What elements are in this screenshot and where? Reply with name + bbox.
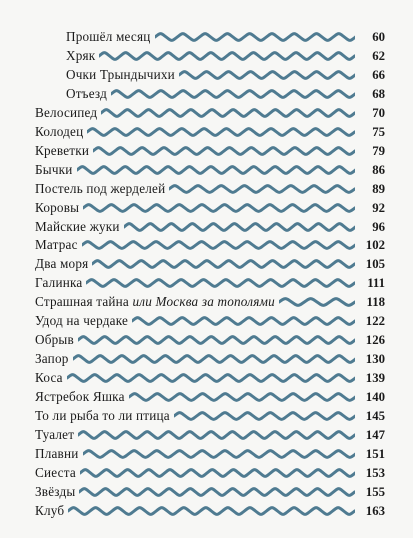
- wave-leader: [87, 126, 355, 138]
- toc-entry: [35, 180, 355, 198]
- toc-entry-page: 153: [365, 465, 385, 480]
- toc-entry: [35, 161, 355, 179]
- wave-leader-line: [124, 223, 355, 230]
- toc-entry-title: То ли рыба то ли птица: [35, 408, 170, 423]
- wave-leader-line: [87, 128, 355, 135]
- toc-entry-page: 102: [365, 238, 385, 253]
- toc-entry-page: 96: [372, 219, 385, 234]
- wave-leader-line: [169, 185, 355, 192]
- toc-entry-title: Плавни: [35, 445, 79, 461]
- wave-leader-line: [83, 451, 356, 458]
- wave-leader-line: [93, 147, 355, 154]
- wave-leader-line: [279, 299, 355, 306]
- toc-entry: [35, 123, 355, 141]
- wave-leader-line: [78, 432, 355, 439]
- toc-entry-title: Майские жуки: [35, 218, 120, 234]
- toc-entry-page: 126: [365, 333, 385, 348]
- toc-entry-title: Запор: [35, 351, 69, 367]
- toc-entry-page: 70: [372, 105, 385, 120]
- wave-leader: [174, 410, 355, 422]
- wave-leader: [132, 315, 355, 327]
- toc-entry-page: 118: [366, 295, 385, 310]
- toc-entry-title: Туалет: [35, 426, 75, 442]
- wave-leader: [68, 505, 355, 517]
- wave-leader-line: [80, 469, 355, 476]
- wave-leader-line: [67, 375, 355, 382]
- wave-leader: [101, 107, 355, 119]
- toc-entry-page: 89: [372, 181, 385, 196]
- toc-entry: [35, 312, 355, 330]
- wave-leader: [155, 31, 355, 43]
- toc-entry: [35, 142, 355, 160]
- toc-entry: [35, 407, 355, 425]
- toc-entry-page: 79: [372, 143, 385, 158]
- wave-leader: [79, 486, 355, 498]
- wave-leader: [169, 183, 355, 195]
- toc-entry-page: 151: [365, 446, 385, 461]
- toc-entry-page: 122: [365, 314, 385, 329]
- toc-entry-title: Удод на чердаке: [35, 313, 129, 329]
- toc-entry-title-part: или: [132, 294, 153, 310]
- toc-entry-title: Два моря: [35, 256, 89, 272]
- toc-entry: [66, 28, 355, 46]
- wave-leader: [83, 448, 356, 460]
- toc-entry: [35, 464, 355, 482]
- toc-entry-title: Прошёл месяц: [66, 29, 151, 44]
- wave-leader: [93, 145, 355, 157]
- wave-leader: [279, 296, 355, 308]
- wave-leader-line: [79, 488, 355, 495]
- wave-leader: [77, 164, 355, 176]
- wave-leader: [67, 372, 355, 384]
- toc-entry-page: 92: [372, 200, 385, 215]
- toc-entry: [66, 66, 355, 84]
- toc-entry: [35, 218, 355, 236]
- wave-leader: [86, 277, 355, 289]
- toc-entry: [35, 236, 355, 254]
- toc-entry: [35, 483, 355, 501]
- toc-entry: [35, 502, 355, 520]
- toc-entry: [35, 369, 355, 387]
- toc-entry-page: 140: [365, 390, 385, 405]
- toc-entry: [35, 388, 355, 406]
- toc-entry-title: Коровы: [35, 199, 80, 215]
- wave-leader: [124, 221, 355, 233]
- toc-entry-title-part: Москва за тополями: [152, 294, 275, 310]
- toc-entry-page: 155: [365, 484, 385, 499]
- wave-leader-line: [73, 356, 355, 363]
- wave-leader-line: [82, 242, 355, 249]
- wave-leader: [78, 334, 355, 346]
- toc-entry-page: 147: [365, 427, 385, 442]
- toc-entry-page: 68: [372, 86, 385, 101]
- wave-leader-line: [179, 72, 355, 79]
- toc-entry: [35, 293, 355, 311]
- wave-leader-line: [101, 109, 355, 116]
- toc-entry-title: Хряк: [66, 47, 96, 63]
- toc-entry: [66, 85, 355, 103]
- wave-leader-line: [129, 394, 355, 401]
- wave-leader-line: [92, 261, 355, 268]
- toc-entry-title: Ястребок Яшка: [35, 389, 125, 405]
- toc-entry: [35, 331, 355, 349]
- toc-entry-title: Звёзды: [35, 483, 76, 499]
- toc-entry-title: Велосипед: [35, 104, 98, 120]
- wave-leader-line: [78, 337, 355, 344]
- toc-entry-title: Очки Трындычихи: [66, 66, 175, 82]
- toc-entry-page: 105: [365, 257, 385, 272]
- wave-leader: [111, 88, 355, 100]
- toc-entry: [35, 104, 355, 122]
- toc-entry-title: [35, 293, 279, 311]
- wave-leader: [129, 391, 355, 403]
- wave-leader: [82, 239, 355, 251]
- toc-entry-page: 139: [365, 371, 385, 386]
- toc-entry: [35, 445, 355, 463]
- toc-entry-page: 62: [372, 48, 385, 63]
- toc-entry-title: Коса: [35, 370, 63, 386]
- wave-leader-line: [174, 413, 355, 420]
- wave-leader: [99, 50, 355, 62]
- toc-entry: [35, 350, 355, 368]
- toc-entry: [66, 47, 355, 65]
- toc-entry-page: 66: [372, 67, 385, 82]
- toc-entry: [35, 255, 355, 273]
- wave-leader: [179, 69, 355, 81]
- wave-leader-line: [83, 204, 355, 211]
- toc-entry: [35, 274, 355, 292]
- toc-entry-title: Постель под жерделей: [35, 180, 166, 196]
- toc-entry-title: Сиеста: [35, 464, 76, 480]
- toc-entry: [35, 199, 355, 217]
- toc-entry-title: Галинка: [35, 275, 83, 291]
- toc-entry-title: Матрас: [35, 237, 78, 253]
- toc-entry-page: 145: [365, 409, 385, 423]
- wave-leader-line: [132, 318, 355, 325]
- toc-entry: [35, 426, 355, 444]
- toc-entry-title: Клуб: [35, 502, 65, 518]
- toc-entry-title: Обрыв: [35, 332, 74, 348]
- wave-leader: [92, 258, 355, 270]
- toc-entry-page: 60: [372, 30, 385, 44]
- wave-leader: [83, 202, 355, 214]
- toc-entry-title: Отъезд: [66, 85, 108, 101]
- toc-entry-page: 130: [365, 352, 385, 367]
- toc-entry-title: Бычки: [35, 161, 73, 177]
- toc-entry-title: Креветки: [35, 142, 90, 158]
- wave-leader: [73, 353, 355, 365]
- wave-leader: [80, 467, 355, 479]
- toc-entry-title: Колодец: [35, 123, 84, 139]
- wave-leader-line: [68, 507, 355, 514]
- wave-leader-line: [86, 280, 355, 287]
- toc-entry-page: 86: [372, 162, 385, 177]
- wave-leader-line: [77, 166, 355, 173]
- toc-entry-page: 111: [367, 276, 385, 291]
- toc-entry-title-part: Страшная тайна: [35, 294, 133, 310]
- wave-leader-line: [111, 90, 355, 97]
- wave-leader-line: [99, 53, 355, 60]
- wave-leader: [78, 429, 355, 441]
- toc-entry-page: 163: [365, 503, 385, 518]
- wave-leader-line: [155, 34, 355, 41]
- toc-entry-page: 75: [372, 124, 385, 139]
